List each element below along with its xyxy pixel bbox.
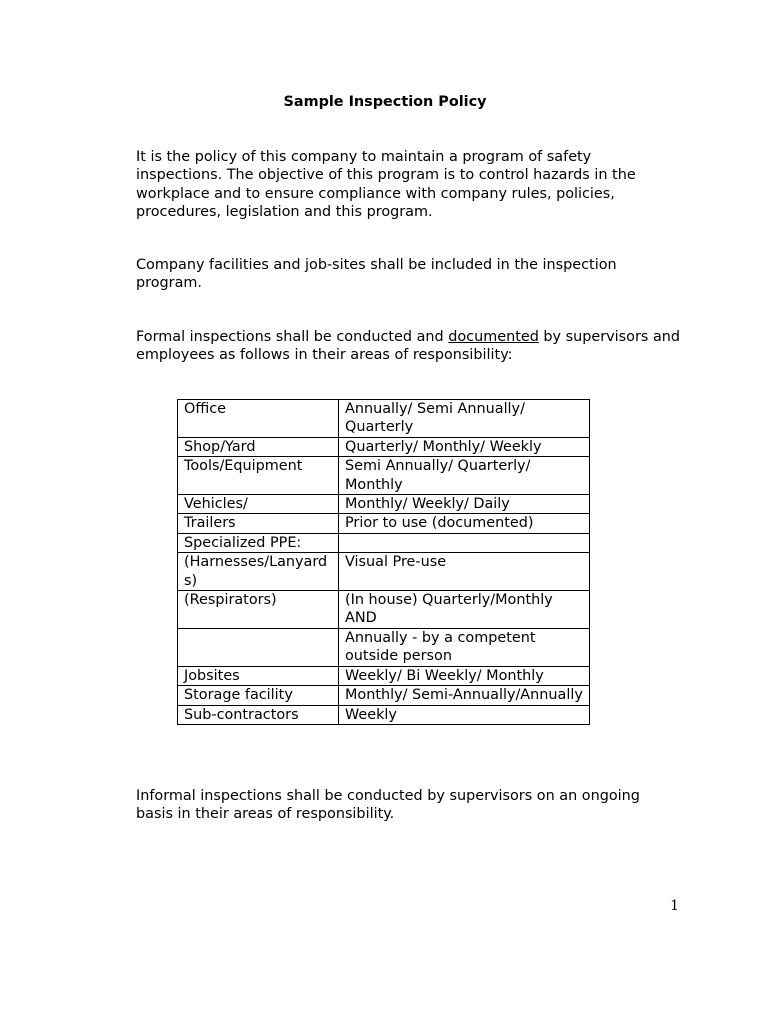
table-row bbox=[178, 628, 590, 666]
table-row bbox=[178, 686, 590, 705]
page-number: 1 bbox=[670, 898, 679, 914]
document-title: Sample Inspection Policy bbox=[283, 94, 487, 110]
area-cell: Shop/Yard bbox=[178, 437, 339, 456]
formal-inspections-text-start: Formal inspections shall be conducted and bbox=[136, 329, 449, 345]
table-row bbox=[178, 495, 590, 514]
table-row bbox=[178, 553, 590, 591]
area-cell: Tools/Equipment bbox=[178, 457, 339, 495]
area-cell: Sub-contractors bbox=[178, 705, 339, 724]
frequency-cell: Visual Pre-use bbox=[339, 553, 590, 591]
area-cell: (Respirators) bbox=[178, 591, 339, 629]
frequency-cell: Weekly/ Bi Weekly/ Monthly bbox=[339, 666, 590, 685]
scope-paragraph: Company facilities and job-sites shall be included in the inspection program. bbox=[136, 257, 617, 292]
formal-inspections-text-end: by supervisors and employees as follows in their areas of responsibility: bbox=[136, 329, 681, 364]
frequency-cell: Prior to use (documented) bbox=[339, 514, 590, 533]
table-row bbox=[178, 457, 590, 495]
table-row bbox=[178, 591, 590, 629]
frequency-cell: Annually/ Semi Annually/ Quarterly bbox=[339, 400, 590, 438]
area-cell: Specialized PPE: bbox=[178, 533, 339, 552]
area-cell: (Harnesses/Lanyards) bbox=[178, 553, 339, 591]
area-cell: Office bbox=[178, 400, 339, 438]
formal-inspections-paragraph bbox=[136, 328, 681, 365]
table-row bbox=[178, 437, 590, 456]
table-row bbox=[178, 400, 590, 438]
area-cell: Trailers bbox=[178, 514, 339, 533]
table-row bbox=[178, 514, 590, 533]
frequency-cell: Annually - by a competent outside person bbox=[339, 628, 590, 666]
inspection-schedule-table bbox=[177, 399, 590, 725]
frequency-cell: Monthly/ Weekly/ Daily bbox=[339, 495, 590, 514]
area-cell: Vehicles/ bbox=[178, 495, 339, 514]
table-row bbox=[178, 705, 590, 724]
area-cell: Storage facility bbox=[178, 686, 339, 705]
frequency-cell: Semi Annually/ Quarterly/ Monthly bbox=[339, 457, 590, 495]
table-row bbox=[178, 533, 590, 552]
frequency-cell: (In house) Quarterly/Monthly AND bbox=[339, 591, 590, 629]
frequency-cell: Monthly/ Semi-Annually/Annually bbox=[339, 686, 590, 705]
area-cell bbox=[178, 628, 339, 666]
frequency-cell bbox=[339, 533, 590, 552]
policy-paragraph: It is the policy of this company to maintain a program of safety inspections. The objective of this program is to control hazards in the workplace and to ensure compliance with company rules, policies, procedures, legislation and this program. bbox=[136, 149, 636, 221]
documented-emphasis: documented bbox=[448, 329, 539, 345]
frequency-cell: Quarterly/ Monthly/ Weekly bbox=[339, 437, 590, 456]
table-row bbox=[178, 666, 590, 685]
area-cell: Jobsites bbox=[178, 666, 339, 685]
informal-inspections-paragraph: Informal inspections shall be conducted by supervisors on an ongoing basis in their areas of responsibility. bbox=[136, 788, 640, 823]
frequency-cell: Weekly bbox=[339, 705, 590, 724]
